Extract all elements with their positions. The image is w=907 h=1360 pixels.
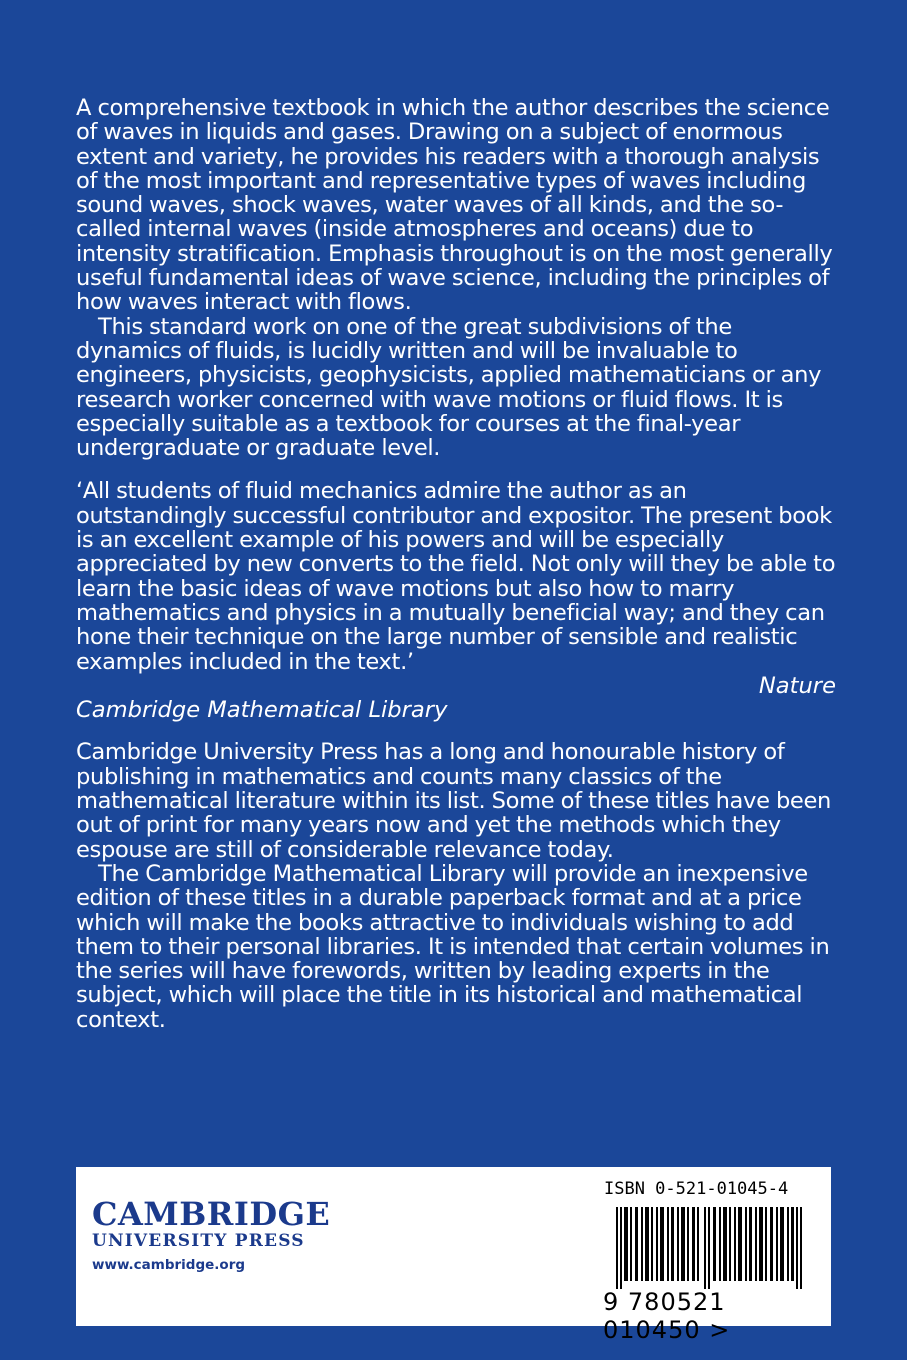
publisher-url[interactable]: www.cambridge.org: [92, 1257, 246, 1273]
series-paragraph-1: Cambridge University Press has a long and honourable history of publishing in mathematics and counts many classics of the mathematical literature within its list. Some of these titles have been out of print for many years now and yet the methods which they espouse are still of considerable relevance today.: [76, 739, 832, 863]
description-paragraph-1: A comprehensive textbook in which the author describes the science of waves in liquids and gases. Drawing on a subject of enormous extent and variety, he provides his readers with a thorough analysis of the most important and representative types of waves including sound waves, shock waves, water waves of all kinds, and the so-called internal waves (inside atmospheres and oceans) due to intensity stratification. Emphasis throughout is on the most generally useful fundamental ideas of wave science, including the principles of how waves interact with flows.: [76, 95, 833, 316]
publisher-panel: [76, 1167, 831, 1344]
publisher-subtitle: UNIVERSITY PRESS: [92, 1231, 305, 1251]
publisher-name: CAMBRIDGE: [92, 1195, 331, 1233]
series-paragraph-2: The Cambridge Mathematical Library will provide an inexpensive edition of these titles in a durable paperback format and at a price which will make the books attractive to individuals wishing to add them to their personal libraries. It is intended that certain volumes in the series will have forewords, written by leading experts in the subject, which will place the title in its historical and mathematical context.: [76, 860, 830, 1033]
back-cover-text: [76, 96, 836, 1032]
review-quote: ‘All students of fluid mechanics admire the author as an outstandingly successful contributor and expositor. The present book is an excellent example of his powers and will be especially appreciated by new converts to the field. Not only will they be able to learn the basic ideas of wave motions but also how to marry mathematics and physics in a mutually beneficial way; and they can hone their technique on the large number of sensible and realistic examples included in the text.’: [76, 478, 836, 675]
isbn-label: ISBN 0-521-01045-4: [604, 1179, 789, 1199]
isbn-barcode: [616, 1207, 810, 1289]
publisher-logo: [92, 1197, 330, 1273]
barcode-digits: 9 780521 010450 >: [603, 1288, 731, 1344]
series-title: Cambridge Mathematical Library: [76, 697, 448, 724]
description-paragraph-2: This standard work on one of the great subdivisions of the dynamics of fluids, is lucidly written and will be invaluable to engineers, physicists, geophysicists, applied mathematicians or any research worker concerned with wave motions or fluid flows. It is especially suitable as a textbook for courses at the final-year undergraduate or graduate level.: [76, 313, 822, 462]
review-source: Nature: [758, 672, 836, 699]
